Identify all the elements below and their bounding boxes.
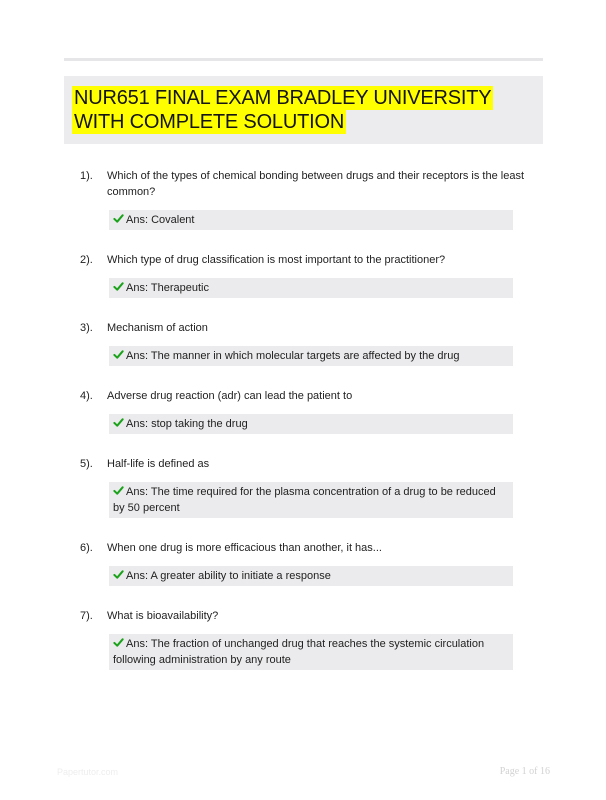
checkmark-icon bbox=[113, 349, 124, 360]
answer-box bbox=[109, 210, 513, 230]
question-text: Mechanism of action bbox=[107, 322, 208, 334]
footer-brand-watermark: Papertutor.com bbox=[57, 767, 119, 777]
document-title-box bbox=[64, 76, 543, 144]
checkmark-icon bbox=[113, 637, 124, 648]
answer-text: Ans: A greater ability to initiate a response bbox=[126, 570, 331, 582]
question-number: 5). bbox=[80, 458, 93, 470]
question-number: 2). bbox=[80, 254, 93, 266]
question-text: When one drug is more efficacious than another, it has... bbox=[107, 542, 382, 554]
question-text: Which of the types of chemical bonding between drugs and their receptors is the least common? bbox=[107, 170, 525, 198]
answer-box bbox=[109, 566, 513, 586]
question-number: 3). bbox=[80, 322, 93, 334]
answer-box bbox=[109, 482, 513, 518]
answer-text: Ans: The time required for the plasma concentration of a drug to be reduced by 50 percent bbox=[113, 486, 496, 514]
answer-box bbox=[109, 414, 513, 434]
question-text: Adverse drug reaction (adr) can lead the patient to bbox=[107, 390, 353, 402]
answer-text: Ans: The fraction of unchanged drug that reaches the systemic circulation following administration by any route bbox=[113, 638, 485, 666]
question-number: 1). bbox=[80, 170, 93, 182]
document-title-line-1: NUR651 FINAL EXAM BRADLEY UNIVERSITY bbox=[74, 87, 492, 109]
document-title-line-2: WITH COMPLETE SOLUTION bbox=[74, 111, 345, 133]
question-text: What is bioavailability? bbox=[107, 610, 219, 622]
checkmark-icon bbox=[113, 485, 124, 496]
checkmark-icon bbox=[113, 417, 124, 428]
answer-text: Ans: stop taking the drug bbox=[126, 418, 248, 430]
answer-text: Ans: Covalent bbox=[126, 214, 195, 226]
checkmark-icon bbox=[113, 569, 124, 580]
question-number: 4). bbox=[80, 390, 93, 402]
top-divider bbox=[64, 58, 543, 61]
answer-text: Ans: The manner in which molecular targets are affected by the drug bbox=[126, 350, 460, 362]
question-number: 7). bbox=[80, 610, 93, 622]
question-number: 6). bbox=[80, 542, 93, 554]
answer-box bbox=[109, 634, 513, 670]
question-text: Which type of drug classification is most important to the practitioner? bbox=[107, 254, 446, 266]
question-text: Half-life is defined as bbox=[107, 458, 210, 470]
checkmark-icon bbox=[113, 213, 124, 224]
checkmark-icon bbox=[113, 281, 124, 292]
page-number: Page 1 of 16 bbox=[499, 766, 550, 777]
answer-box bbox=[109, 346, 513, 366]
answer-box bbox=[109, 278, 513, 298]
answer-text: Ans: Therapeutic bbox=[126, 282, 209, 294]
